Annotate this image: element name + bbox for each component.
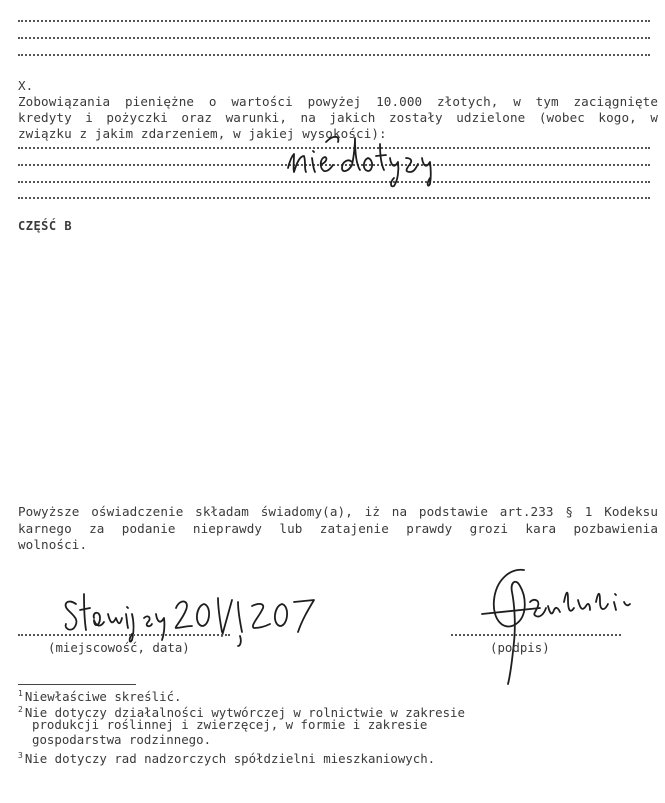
part-b-heading: CZĘŚĆ B — [18, 219, 73, 233]
footnote-2-line-2 — [18, 717, 427, 732]
footnote-3 — [18, 748, 435, 766]
place-date-line — [18, 634, 230, 636]
section-x-line-3: związku z jakim zdarzeniem, w jakiej wysokości): — [18, 126, 387, 141]
signature-caption: (podpis) — [490, 640, 550, 655]
footnote-rule — [18, 684, 136, 685]
footnote-number: 3 — [18, 751, 23, 760]
dotted-line — [18, 37, 650, 39]
footnote-text: produkcji roślinnej i zwierzęcej, w formie i zakresie — [32, 717, 428, 732]
footnote-text: gospodarstwa rodzinnego. — [32, 732, 212, 747]
declaration-line-1: Powyższe oświadczenie składam świadomy(a), iż na podstawie art.233 § 1 Kodeksu — [18, 504, 658, 519]
declaration-line-2: karnego za podanie nieprawdy lub zatajenie prawdy grozi kara pozbawienia — [18, 521, 658, 536]
dotted-line — [18, 197, 650, 199]
handwritten-note — [282, 132, 452, 190]
place-date-caption: (miejscowość, data) — [48, 640, 190, 655]
declaration-line-3: wolności. — [18, 537, 88, 552]
section-x-label: X. — [18, 78, 34, 93]
footnote-text: Nie dotyczy działalności wytwórczej w rolnictwie w zakresie — [24, 705, 465, 720]
handwritten-place-date — [60, 588, 320, 648]
signature-line — [451, 634, 621, 636]
footnote-2-line-3 — [18, 732, 211, 747]
dotted-line — [18, 20, 650, 22]
section-x-line-2: kredyty i pożyczki oraz warunki, na jakich zostały udzielone (wobec kogo, w — [18, 110, 658, 125]
footnote-number: 1 — [18, 689, 23, 698]
footnote-number: 2 — [18, 705, 23, 714]
section-x-line-1: Zobowiązania pieniężne o wartości powyżej 10.000 złotych, w tym zaciągnięte — [18, 94, 658, 109]
footnote-text: Niewłaściwe skreślić. — [24, 689, 182, 704]
handwritten-signature — [480, 562, 640, 686]
dotted-line — [18, 54, 650, 56]
footnote-text: Nie dotyczy rad nadzorczych spółdzielni mieszkaniowych. — [24, 751, 436, 766]
